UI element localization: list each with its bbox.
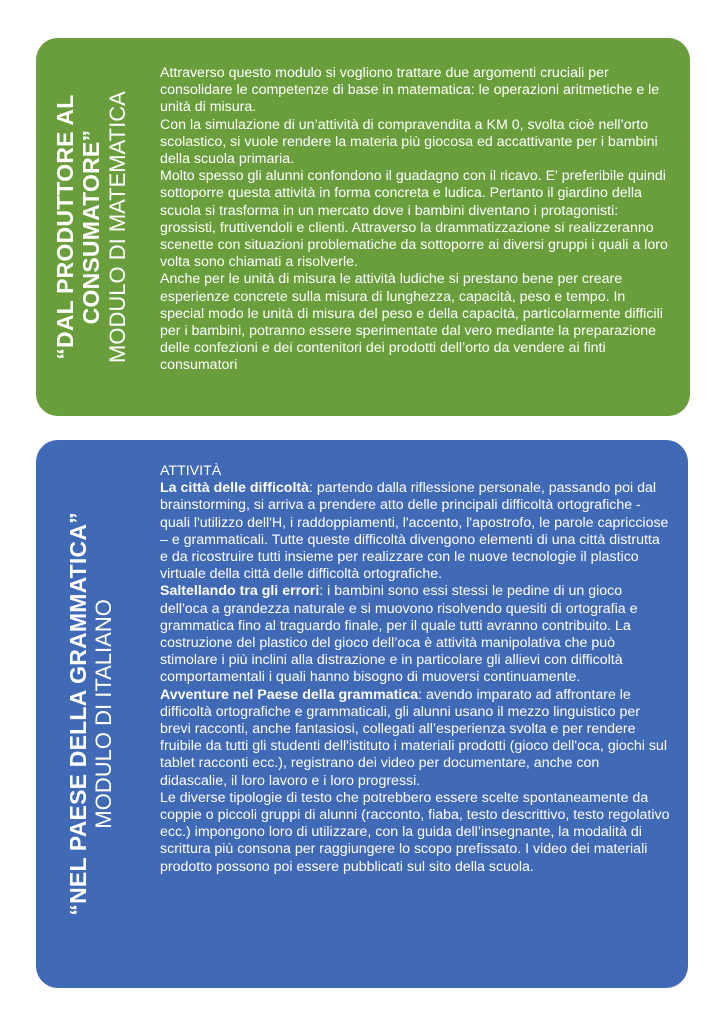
italian-module-title-block	[36, 440, 146, 988]
closing-paragraph: Le diverse tipologie di testo che potrebbero essere scelte spontaneamente da coppie o piccoli gruppi di alunni (racconto, fiaba, testo descrittivo, testo regolativo ecc.) impongono loro di utilizzare, con la guida dell’insegnante, la modalità di scrittura più consona per raggiungere lo scopo prefissato. I video dei materiali prodotto possono poi essere pubblicati sul sito della scuola.	[160, 789, 670, 875]
italian-module-card	[36, 440, 688, 988]
math-paragraph: Con la simulazione di un’attività di compravendita a KM 0, svolta cioè nell’orto scolastico, si vuole rendere la materia più giocosa ed accattivante per i bambini della scuola primaria.	[160, 116, 658, 168]
math-paragraph: Attraverso questo modulo si vogliono trattare due argomenti cruciali per consolidare le competenze di base in matematica: le operazioni aritmetiche e le unità di misura.	[160, 65, 660, 116]
activity-item	[160, 480, 670, 583]
math-module-title-block	[36, 38, 146, 416]
activity-text: : partendo dalla riflessione personale, passando poi dal brainstorming, si arriva a prendere atto delle principali difficoltà ortografiche - quali l'utilizzo dell'H, i raddoppiamenti, l'accento, l'apostrofo, le parole capricciose – e grammaticali. Tutte queste difficoltà divengono elementi di una città distrutta e da ricostruire tutti insieme per realizzare con le nuove tecnologie il plastico virtuale della città delle difficoltà ortografiche.	[160, 480, 669, 583]
activity-name: Saltellando tra gli errori	[160, 583, 320, 600]
activity-text: : avendo imparato ad affrontare le difficoltà ortografiche e grammaticali, gli alunni usano il mezzo linguistico per brevi racconti, anche fantasiosi, collegati all’esperienza svolta e per rendere fruibile da tutti gli studenti dell'istituto i materiali prodotti (gioco dell'oca, giochi sul tablet racconti ecc.), registrano dei video per documentare, anche con didascalie, il loro lavoro e i loro progressi.	[160, 686, 667, 789]
activities-heading: ATTIVITÀ	[160, 463, 222, 479]
math-module-title-line1: “DAL PRODUTTORE AL	[51, 94, 78, 360]
italian-module-subtitle: MODULO DI ITALIANO	[91, 599, 117, 829]
activity-name: La città delle difficoltà	[160, 480, 309, 497]
math-module-description	[160, 65, 670, 375]
activity-name: Avventure nel Paese della grammatica	[160, 686, 419, 703]
activity-item	[160, 687, 670, 790]
activity-text: : i bambini sono essi stessi le pedine di un gioco dell'oca a grandezza naturale e si muovono risolvendo quesiti di ortografia e grammatica fino al traguardo finale, per il quale tutti avranno contribuito. La costruzione del plastico del gioco dell’oca è attività manipolativa che può stimolare i più inclini alla distrazione e in particolare gli allievi con difficoltà comportamentali i quali hanno bisogno di muoversi continuamente.	[160, 583, 638, 686]
italian-module-description	[160, 463, 670, 876]
math-module-title-line2: CONSUMATORE”	[78, 129, 105, 325]
math-module-subtitle: MODULO DI MATEMATICA	[104, 91, 130, 363]
math-paragraph: Anche per le unità di misura le attività ludiche si prestano bene per creare esperienze concrete sulla misura di lunghezza, capacità, peso e tempo. In special modo le unità di misura del peso e della capacità, particolarmente difficili per i bambini, potranno essere sperimentate dal vero mediante la preparazione delle confezioni e dei contenitori dei prodotti dell’orto da vendere ai finti consumatori	[160, 271, 663, 374]
math-module-card	[36, 38, 690, 416]
math-paragraph: Molto spesso gli alunni confondono il guadagno con il ricavo. E' preferibile quindi sottoporre questa attività in forma concreta e ludica. Pertanto il giardino della scuola si trasforma in un mercato dove i bambini diventano i protagonisti: grossisti, fruttivendoli e clienti. Attraverso la drammatizzazione si realizzeranno scenette con situazioni problematiche da sottoporre ai diversi gruppi i quali a loro volta sono chiamati a risolverle.	[160, 168, 668, 271]
activity-item	[160, 583, 670, 686]
italian-module-title: “NEL PAESE DELLA GRAMMATICA”	[65, 512, 92, 916]
